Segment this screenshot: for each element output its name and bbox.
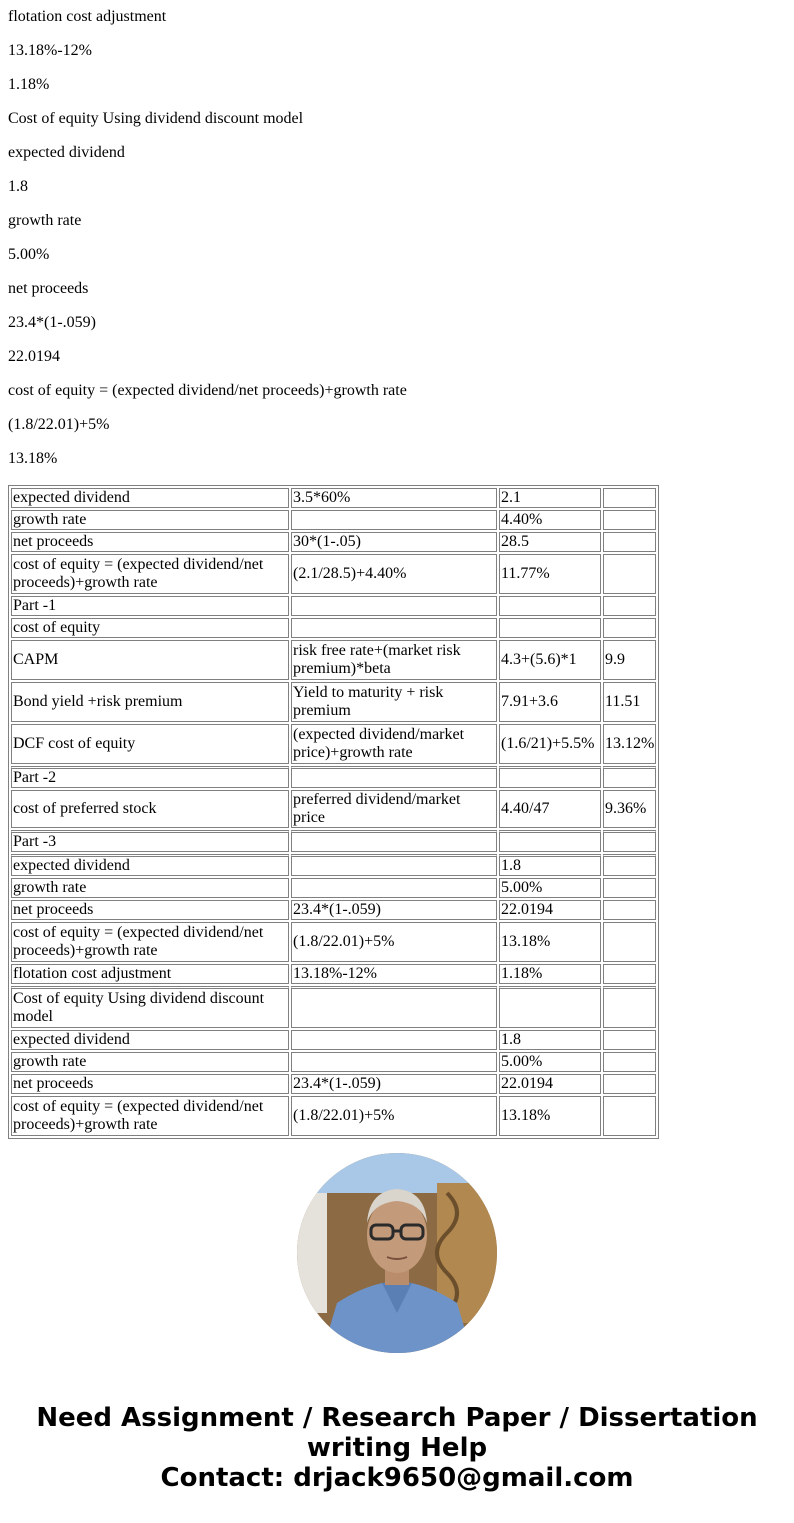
table-cell: (2.1/28.5)+4.40% <box>291 554 497 594</box>
table-cell <box>603 922 656 962</box>
intro-line: 1.18% <box>8 76 50 93</box>
intro-line: Cost of equity Using dividend discount model <box>8 110 304 127</box>
table-cell: 30*(1-.05) <box>291 532 497 552</box>
table-cell <box>603 964 656 984</box>
table-row <box>11 766 656 788</box>
table-cell: 1.8 <box>499 854 601 876</box>
table-cell: 22.0194 <box>499 1074 601 1094</box>
table-cell: 4.40/47 <box>499 790 601 828</box>
table-cell: 13.18% <box>499 1096 601 1136</box>
cost-of-capital-table <box>8 485 659 1139</box>
table-cell <box>291 1030 497 1050</box>
table-cell <box>291 986 497 1028</box>
table-row <box>11 878 656 898</box>
intro-line: flotation cost adjustment <box>8 8 167 25</box>
table-cell: 4.3+(5.6)*1 <box>499 640 601 680</box>
table-cell: (1.8/22.01)+5% <box>291 922 497 962</box>
table-cell: Bond yield +risk premium <box>11 682 289 722</box>
table-cell <box>603 488 656 508</box>
table-cell: net proceeds <box>11 1074 289 1094</box>
table-cell: 28.5 <box>499 532 601 552</box>
table-cell <box>603 1074 656 1094</box>
intro-line: 13.18%-12% <box>8 42 92 59</box>
table-cell: 1.18% <box>499 964 601 984</box>
table-row <box>11 554 656 594</box>
author-photo <box>297 1153 497 1353</box>
table-cell: DCF cost of equity <box>11 724 289 764</box>
table-cell: net proceeds <box>11 900 289 920</box>
table-cell: cost of equity = (expected dividend/net proceeds)+growth rate <box>11 1096 289 1136</box>
table-cell <box>291 854 497 876</box>
intro-line: 23.4*(1-.059) <box>8 314 96 331</box>
table-cell: net proceeds <box>11 532 289 552</box>
table-cell: CAPM <box>11 640 289 680</box>
table-cell <box>291 830 497 852</box>
intro-line: expected dividend <box>8 144 125 161</box>
table-row <box>11 596 656 616</box>
table-cell <box>291 596 497 616</box>
table-cell: expected dividend <box>11 1030 289 1050</box>
table-cell: risk free rate+(market risk premium)*beta <box>291 640 497 680</box>
table-cell <box>603 1052 656 1072</box>
table-cell: 2.1 <box>499 488 601 508</box>
table-cell <box>603 878 656 898</box>
table-row <box>11 488 656 508</box>
table-cell: 9.9 <box>603 640 656 680</box>
table-cell <box>603 830 656 852</box>
intro-lines <box>8 8 768 484</box>
table-cell: Yield to maturity + risk premium <box>291 682 497 722</box>
table-row <box>11 682 656 722</box>
table-cell <box>603 532 656 552</box>
table-row <box>11 790 656 828</box>
table-cell <box>603 510 656 530</box>
table-cell: cost of equity = (expected dividend/net proceeds)+growth rate <box>11 922 289 962</box>
intro-line: 5.00% <box>8 246 50 263</box>
table-cell: 23.4*(1-.059) <box>291 900 497 920</box>
table-row <box>11 1052 656 1072</box>
table-row <box>11 854 656 876</box>
table-cell: cost of preferred stock <box>11 790 289 828</box>
table-cell: 4.40% <box>499 510 601 530</box>
table-cell: 9.36% <box>603 790 656 828</box>
table-cell: preferred dividend/market price <box>291 790 497 828</box>
table-cell: growth rate <box>11 1052 289 1072</box>
table-row <box>11 964 656 984</box>
table-cell: flotation cost adjustment <box>11 964 289 984</box>
table-row <box>11 900 656 920</box>
table-cell: 3.5*60% <box>291 488 497 508</box>
intro-line: 22.0194 <box>8 348 60 365</box>
table-cell: (1.8/22.01)+5% <box>291 1096 497 1136</box>
intro-line: 1.8 <box>8 178 28 195</box>
table-cell: growth rate <box>11 510 289 530</box>
table-cell: 11.77% <box>499 554 601 594</box>
table-row <box>11 986 656 1028</box>
footer-contact <box>0 1403 794 1493</box>
table-cell <box>291 1052 497 1072</box>
table-cell: (expected dividend/market price)+growth rate <box>291 724 497 764</box>
table-row <box>11 618 656 638</box>
table-cell <box>603 1096 656 1136</box>
table-cell <box>603 986 656 1028</box>
table-cell <box>603 618 656 638</box>
table-cell: 1.8 <box>499 1030 601 1050</box>
table-cell: 5.00% <box>499 1052 601 1072</box>
table-cell: 13.18%-12% <box>291 964 497 984</box>
table-cell: 13.12% <box>603 724 656 764</box>
table-cell: (1.6/21)+5.5% <box>499 724 601 764</box>
table-cell <box>499 830 601 852</box>
table-cell <box>603 900 656 920</box>
table-cell <box>291 766 497 788</box>
table-cell <box>499 766 601 788</box>
table-cell: Part -2 <box>11 766 289 788</box>
table-cell: 22.0194 <box>499 900 601 920</box>
table-body <box>11 488 656 1136</box>
table-cell: Part -3 <box>11 830 289 852</box>
table-row <box>11 640 656 680</box>
table-cell: expected dividend <box>11 854 289 876</box>
intro-line: growth rate <box>8 212 82 229</box>
table-row <box>11 532 656 552</box>
table-row <box>11 830 656 852</box>
table-cell: 13.18% <box>499 922 601 962</box>
table-cell <box>499 986 601 1028</box>
table-cell <box>603 1030 656 1050</box>
table-cell: expected dividend <box>11 488 289 508</box>
intro-line: cost of equity = (expected dividend/net proceeds)+growth rate <box>8 382 407 399</box>
table-cell: 23.4*(1-.059) <box>291 1074 497 1094</box>
intro-line: (1.8/22.01)+5% <box>8 416 110 433</box>
table-cell <box>499 618 601 638</box>
table-cell: Part -1 <box>11 596 289 616</box>
table-cell: 7.91+3.6 <box>499 682 601 722</box>
intro-line: 13.18% <box>8 450 58 467</box>
footer-line: Need Assignment / Research Paper / Dissertation <box>36 1403 758 1433</box>
intro-line: net proceeds <box>8 280 89 297</box>
table-row <box>11 510 656 530</box>
table-cell: cost of equity <box>11 618 289 638</box>
table-cell: Cost of equity Using dividend discount model <box>11 986 289 1028</box>
table-cell <box>291 510 497 530</box>
footer-email: Contact: drjack9650@gmail.com <box>160 1463 634 1493</box>
table-cell <box>603 596 656 616</box>
table-cell: growth rate <box>11 878 289 898</box>
table-cell <box>291 878 497 898</box>
table-row <box>11 1030 656 1050</box>
table-cell <box>499 596 601 616</box>
table-cell <box>603 554 656 594</box>
table-cell <box>291 618 497 638</box>
table-row <box>11 724 656 764</box>
table-row <box>11 1096 656 1136</box>
table-row <box>11 922 656 962</box>
table-cell <box>603 854 656 876</box>
table-row <box>11 1074 656 1094</box>
author-photo-image <box>297 1153 497 1353</box>
table-cell: 5.00% <box>499 878 601 898</box>
table-cell <box>603 766 656 788</box>
table-cell: 11.51 <box>603 682 656 722</box>
footer-line: writing Help <box>306 1433 488 1463</box>
table-cell: cost of equity = (expected dividend/net proceeds)+growth rate <box>11 554 289 594</box>
